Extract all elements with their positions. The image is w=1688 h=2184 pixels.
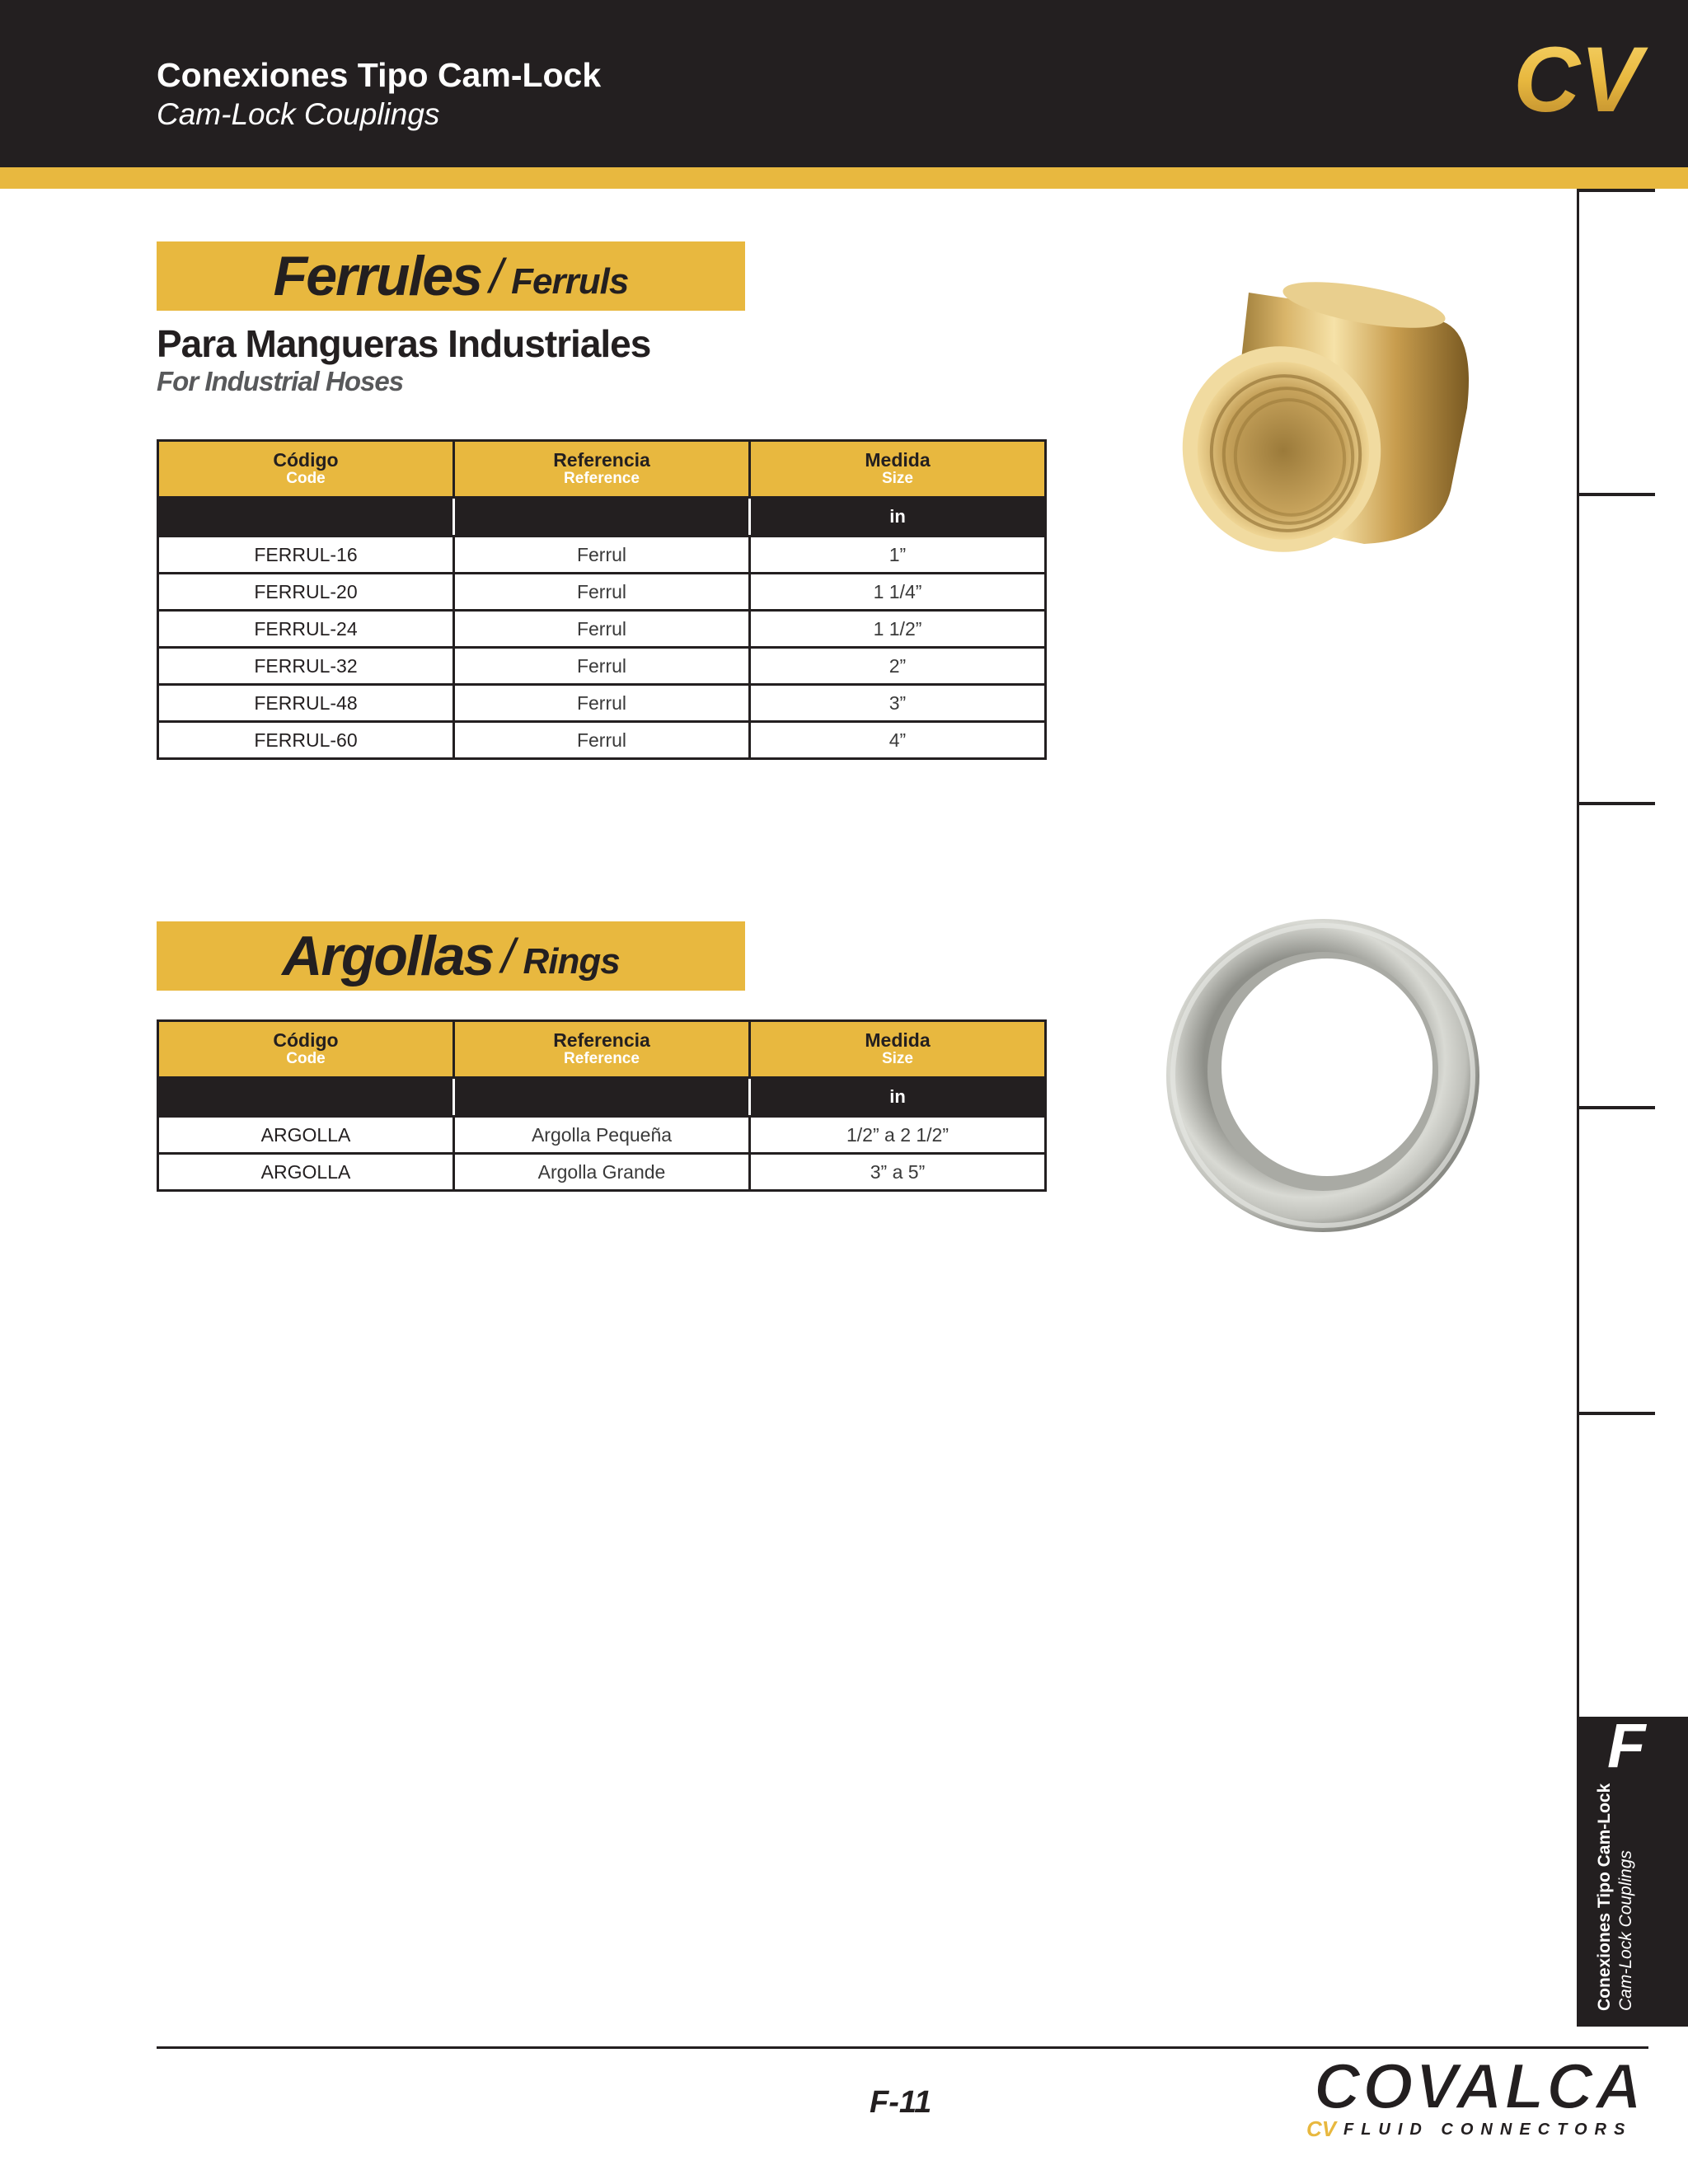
column-header-size: Medida Size [750,1021,1046,1078]
rings-table [157,1019,1047,1192]
units-cell [454,498,750,537]
units-cell: in [750,1078,1046,1117]
covalca-logo [1298,2052,1653,2143]
column-header-size: Medida Size [750,441,1046,498]
rail-tick [1577,493,1655,496]
size-cell: 4” [750,722,1046,759]
units-row [158,1078,1046,1117]
svg-text:CV: CV [1306,2116,1337,2141]
ferrules-subhead-en: For Industrial Hoses [157,366,404,396]
ferrules-table [157,439,1047,760]
code-cell: ARGOLLA [158,1154,454,1191]
reference-cell: Ferrul [454,574,750,611]
size-cell: 1” [750,537,1046,574]
units-cell [158,498,454,537]
reference-cell: Argolla Grande [454,1154,750,1191]
page-header [0,0,1688,167]
code-cell: FERRUL-24 [158,611,454,648]
svg-text:COVALCA: COVALCA [1314,2052,1644,2122]
column-header-reference: Referencia Reference [454,1021,750,1078]
code-cell: ARGOLLA [158,1117,454,1154]
svg-text:FLUID CONNECTORS: FLUID CONNECTORS [1343,2121,1633,2139]
units-cell [158,1078,454,1117]
rings-title: Argollas [282,925,494,987]
side-tab-subtitle: Cam-Lock Couplings [1616,1850,1635,2011]
rings-banner [157,921,745,991]
rail-tick [1577,1106,1655,1109]
ferrules-subhead: Para Mangueras Industriales [157,322,651,365]
reference-cell: Ferrul [454,537,750,574]
ferrules-banner [157,241,745,311]
table-header-row [158,441,1046,498]
column-header-code: Código Code [158,1021,454,1078]
size-cell: 1 1/4” [750,574,1046,611]
table-row [158,611,1046,648]
reference-cell: Ferrul [454,611,750,648]
cv-logo [1502,33,1654,128]
side-tab-text [1595,1739,1636,2011]
svg-text:CV: CV [1513,33,1642,128]
code-cell: FERRUL-48 [158,685,454,722]
header-gold-band [0,167,1688,189]
table-row [158,1154,1046,1191]
column-header-code: Código Code [158,441,454,498]
reference-cell: Ferrul [454,685,750,722]
ferrule-product-image [1158,243,1488,565]
units-cell [454,1078,750,1117]
units-cell: in [750,498,1046,537]
table-row [158,537,1046,574]
header-subtitle: Cam-Lock Couplings [157,97,440,131]
size-cell: 1/2” a 2 1/2” [750,1117,1046,1154]
banner-separator: / [490,249,504,303]
units-row [158,498,1046,537]
section-letter: F [1607,1711,1646,1781]
rail-tick [1577,802,1655,805]
reference-cell: Ferrul [454,648,750,685]
reference-cell: Ferrul [454,722,750,759]
rings-title-en: Rings [523,941,620,982]
ferrules-title: Ferrules [273,245,482,307]
ferrules-title-en: Ferruls [511,261,629,302]
ring-product-image [1158,915,1488,1236]
table-row [158,685,1046,722]
column-header-reference: Referencia Reference [454,441,750,498]
header-title: Conexiones Tipo Cam-Lock [157,56,602,94]
page-number: F-11 [870,2085,932,2120]
table-row [158,1117,1046,1154]
banner-separator: / [501,929,515,983]
size-cell: 3” [750,685,1046,722]
size-cell: 3” a 5” [750,1154,1046,1191]
code-cell: FERRUL-32 [158,648,454,685]
footer-rule [157,2046,1648,2049]
side-tab-title: Conexiones Tipo Cam-Lock [1595,1783,1614,2011]
rail-tick [1577,1412,1655,1415]
size-cell: 2” [750,648,1046,685]
reference-cell: Argolla Pequeña [454,1117,750,1154]
table-row [158,574,1046,611]
code-cell: FERRUL-60 [158,722,454,759]
size-cell: 1 1/2” [750,611,1046,648]
table-header-row [158,1021,1046,1078]
code-cell: FERRUL-20 [158,574,454,611]
table-row [158,722,1046,759]
table-row [158,648,1046,685]
rail-tick [1577,189,1655,192]
code-cell: FERRUL-16 [158,537,454,574]
